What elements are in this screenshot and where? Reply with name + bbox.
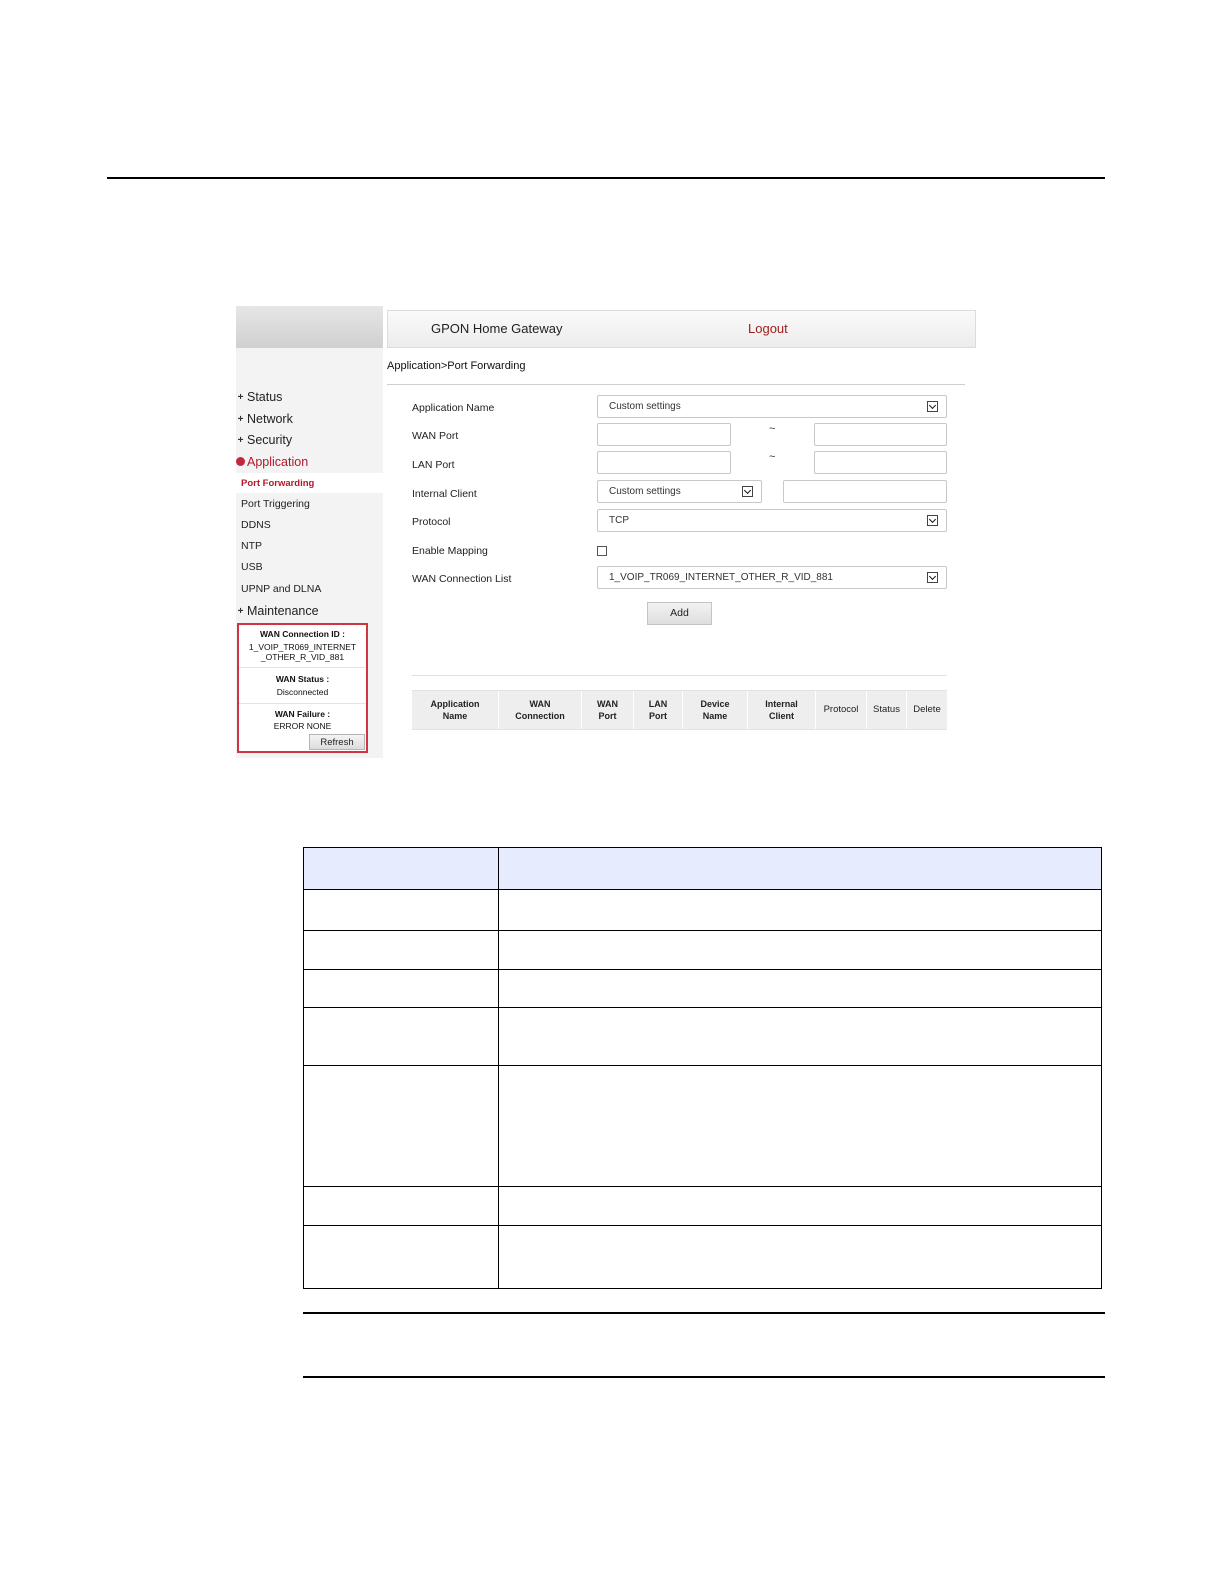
- form-divider: [412, 675, 947, 676]
- logout-link[interactable]: Logout: [748, 321, 788, 336]
- menu-application[interactable]: Application: [236, 455, 308, 469]
- add-button[interactable]: Add: [647, 602, 712, 625]
- menu-network[interactable]: + Network: [237, 412, 293, 426]
- wan-status-value: Disconnected: [276, 687, 329, 697]
- top-rule: [107, 177, 1105, 179]
- brand-title: GPON Home Gateway: [431, 321, 563, 336]
- column-header-internal-client: Internal Client: [748, 691, 816, 729]
- submenu-ddns[interactable]: DDNS: [241, 519, 271, 531]
- submenu-port-forwarding[interactable]: Port Forwarding: [241, 478, 315, 489]
- application-name-label: Application Name: [412, 402, 495, 414]
- table-row-divider: [304, 930, 1101, 931]
- menu-maintenance[interactable]: + Maintenance: [237, 604, 319, 618]
- wan-info-box: [237, 623, 368, 753]
- wan-connection-list-select[interactable]: 1_VOIP_TR069_INTERNET_OTHER_R_VID_881: [597, 566, 947, 589]
- protocol-label: Protocol: [412, 516, 451, 528]
- table-column-divider: [498, 848, 499, 1288]
- wan-connection-id-value-2: _OTHER_R_VID_881: [260, 652, 345, 662]
- column-header-lan-port: LAN Port: [634, 691, 683, 729]
- wan-box-divider: [239, 667, 366, 668]
- submenu-ntp[interactable]: NTP: [241, 540, 262, 552]
- chevron-down-icon: [742, 486, 753, 497]
- internal-client-label: Internal Client: [412, 488, 477, 500]
- plus-icon: +: [237, 606, 244, 617]
- wan-connection-id-label: WAN Connection ID :: [260, 629, 345, 639]
- enable-mapping-checkbox[interactable]: [597, 546, 607, 556]
- table-row-divider: [304, 1065, 1101, 1066]
- menu-status[interactable]: + Status: [237, 390, 283, 404]
- table-row-divider: [304, 1225, 1101, 1226]
- submenu-usb[interactable]: USB: [241, 561, 263, 573]
- note-rule-top: [303, 1312, 1105, 1314]
- wan-port-start-input[interactable]: [597, 423, 731, 446]
- wan-box-divider: [239, 703, 366, 704]
- enable-mapping-label: Enable Mapping: [412, 545, 488, 557]
- column-header-protocol: Protocol: [816, 691, 867, 729]
- chevron-down-icon: [927, 401, 938, 412]
- gateway-screenshot: [236, 306, 976, 758]
- protocol-select[interactable]: TCP: [597, 509, 947, 532]
- column-header-delete: Delete: [913, 704, 941, 715]
- plus-icon: +: [237, 392, 244, 403]
- description-table: [303, 847, 1102, 1289]
- submenu-port-triggering[interactable]: Port Triggering: [241, 498, 310, 510]
- application-name-select[interactable]: Custom settings: [597, 395, 947, 418]
- wan-port-end-input[interactable]: [814, 423, 947, 446]
- internal-client-input[interactable]: [783, 480, 947, 503]
- submenu-upnp-dlna[interactable]: UPNP and DLNA: [241, 583, 322, 595]
- lan-port-end-input[interactable]: [814, 451, 947, 474]
- note-rule-bottom: [303, 1376, 1105, 1378]
- table-row-divider: [304, 1007, 1101, 1008]
- plus-icon: +: [237, 435, 244, 446]
- chevron-down-icon: [927, 572, 938, 583]
- description-table-header: [304, 848, 1101, 890]
- wan-connection-id-value-1: 1_VOIP_TR069_INTERNET: [248, 642, 357, 652]
- wan-failure-label: WAN Failure :: [274, 709, 331, 719]
- breadcrumb-divider: [387, 384, 965, 385]
- wan-failure-value: ERROR NONE: [273, 721, 332, 731]
- port-forwarding-table-header: [412, 690, 947, 730]
- lan-port-range-separator: ~: [769, 451, 776, 463]
- menu-security[interactable]: + Security: [237, 433, 293, 447]
- plus-icon: +: [237, 414, 244, 425]
- wan-port-label: WAN Port: [412, 430, 459, 442]
- chevron-down-icon: [927, 515, 938, 526]
- breadcrumb: Application>Port Forwarding: [387, 360, 526, 372]
- lan-port-start-input[interactable]: [597, 451, 731, 474]
- column-header-application-name: Application Name: [412, 691, 499, 729]
- column-header-device-name: Device Name: [683, 691, 748, 729]
- minus-icon: [236, 457, 245, 466]
- wan-status-label: WAN Status :: [275, 674, 330, 684]
- table-row-divider: [304, 969, 1101, 970]
- column-header-wan-connection: WAN Connection: [499, 691, 582, 729]
- table-row-divider: [304, 1186, 1101, 1187]
- lan-port-label: LAN Port: [412, 459, 455, 471]
- internal-client-select[interactable]: Custom settings: [597, 480, 762, 503]
- refresh-button[interactable]: Refresh: [309, 734, 365, 750]
- sidebar-header: [236, 306, 383, 348]
- column-header-status: Status: [867, 691, 907, 729]
- wan-port-range-separator: ~: [769, 423, 776, 435]
- wan-connection-list-label: WAN Connection List: [412, 573, 512, 585]
- column-header-wan-port: WAN Port: [582, 691, 634, 729]
